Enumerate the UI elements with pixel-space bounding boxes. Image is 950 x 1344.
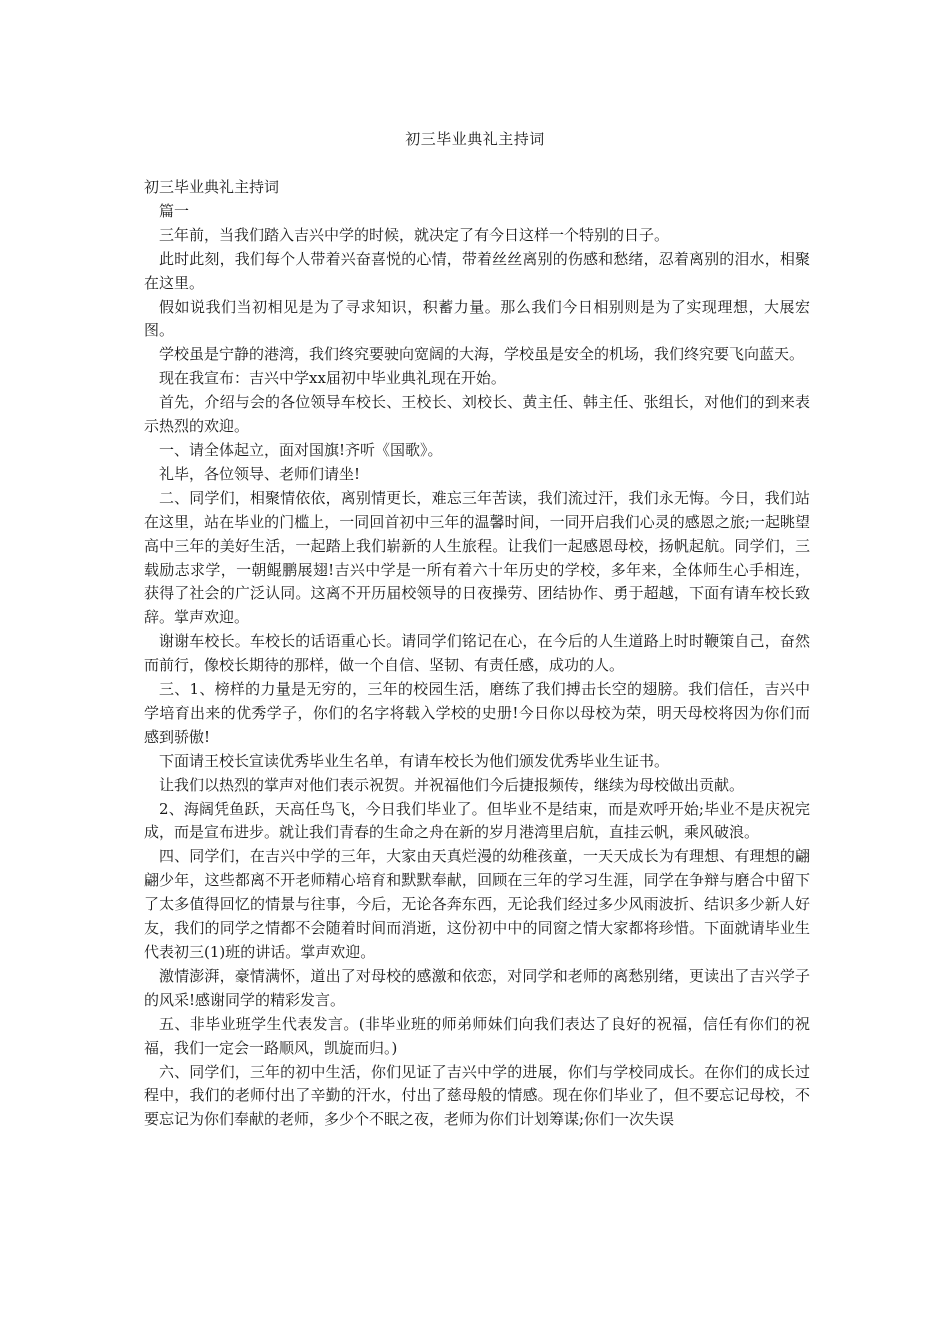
paragraph: 三、1、榜样的力量是无穷的，三年的校园生活，磨练了我们搏击长空的翅膀。我们信任，吉兴中学培育出来的优秀学子，你们的名字将载入学校的史册!今日你以母校为荣，明天母校将因为你们而感到骄傲! bbox=[144, 680, 810, 746]
paragraph: 现在我宣布：吉兴中学xx届初中毕业典礼现在开始。 bbox=[159, 369, 506, 388]
paragraph: 四、同学们，在吉兴中学的三年，大家由天真烂漫的幼稚孩童，一天天成长为有理想、有理想的翩翩少年，这些都离不开老师精心培育和默默奉献，回顾在三年的学习生涯，同学在争辩与磨合中留下了太多值得回忆的情景与往事，今后，无论各奔东西，无论我们经过多少风雨波折、结识多少新人好友，我们的同学之情都不会随着时间而消逝，这份初中中的同窗之情大家都将珍惜。下面就请毕业生代表初三(1)班的讲话。掌声欢迎。 bbox=[144, 847, 810, 961]
paragraph: 2、海阔凭鱼跃，天高任鸟飞，今日我们毕业了。但毕业不是结束，而是欢呼开始;毕业不是庆祝完成，而是宣布进步。就让我们青春的生命之舟在新的岁月港湾里启航，直挂云帆，乘风破浪。 bbox=[144, 799, 810, 842]
paragraph: 此时此刻，我们每个人带着兴奋喜悦的心情，带着丝丝离别的伤感和愁绪，忍着离别的泪水，相聚在这里。 bbox=[144, 249, 810, 292]
paragraph: 学校虽是宁静的港湾，我们终究要驶向宽阔的大海，学校虽是安全的机场，我们终究要飞向蓝天。 bbox=[159, 345, 805, 364]
body-heading: 初三毕业典礼主持词 bbox=[144, 178, 280, 196]
paragraph: 激情澎湃，豪情满怀，道出了对母校的感激和依恋，对同学和老师的离愁别绪，更读出了吉兴学子的风采!感谢同学的精彩发言。 bbox=[144, 966, 810, 1009]
paragraph: 谢谢车校长。车校长的话语重心长。请同学们铭记在心，在今后的人生道路上时时鞭策自己，奋然而前行，像校长期待的那样，做一个自信、坚韧、有责任感，成功的人。 bbox=[144, 632, 810, 675]
paragraph: 六、同学们，三年的初中生活，你们见证了吉兴中学的进展，你们与学校同成长。在你们的成长过程中，我们的老师付出了辛勤的汗水，付出了慈母般的情感。现在你们毕业了，但不要忘记母校，不要忘记为你们奉献的老师，多少个不眠之夜，老师为你们计划筹谋;你们一次失误 bbox=[144, 1062, 810, 1129]
paragraph: 二、同学们，相聚情依依，离别情更长，难忘三年苦读，我们流过汗，我们永无悔。今日，我们站在这里，站在毕业的门槛上，一同回首初中三年的温馨时间，一同开启我们心灵的感恩之旅;一起眺望高中三年的美好生活，一起踏上我们崭新的人生旅程。让我们一起感恩母校，扬帆起航。同学们，三载励志求学，一朝鲲鹏展翅!吉兴中学是一所有着六十年历史的学校，多年来，全体师生心手相连，获得了社会的广泛认同。这离不开历届校领导的日夜操劳、团结协作、勇于超越，下面有请车校长致辞。掌声欢迎。 bbox=[144, 488, 810, 627]
section-label: 篇一 bbox=[159, 201, 190, 220]
paragraph: 五、非毕业班学生代表发言。(非毕业班的师弟师妹们向我们表达了良好的祝福，信任有你们的祝福，我们一定会一路顺风，凯旋而归。) bbox=[144, 1014, 810, 1057]
document-title: 初三毕业典礼主持词 bbox=[405, 130, 545, 148]
paragraph: 三年前，当我们踏入吉兴中学的时候，就决定了有今日这样一个特别的日子。 bbox=[159, 225, 670, 244]
paragraph: 首先，介绍与会的各位领导车校长、王校长、刘校长、黄主任、韩主任、张组长，对他们的到来表示热烈的欢迎。 bbox=[144, 393, 810, 436]
paragraph: 下面请王校长宣读优秀毕业生名单，有请车校长为他们颁发优秀毕业生证书。 bbox=[159, 751, 670, 770]
paragraph: 一、请全体起立，面对国旗!齐听《国歌》。 bbox=[159, 440, 443, 459]
paragraph: 让我们以热烈的掌声对他们表示祝贺。并祝福他们今后捷报频传，继续为母校做出贡献。 bbox=[159, 775, 745, 794]
paragraph: 礼毕，各位领导、老师们请坐! bbox=[159, 464, 361, 483]
paragraph: 假如说我们当初相见是为了寻求知识，积蓄力量。那么我们今日相别则是为了实现理想，大展宏图。 bbox=[144, 297, 810, 340]
document-body bbox=[144, 176, 810, 1132]
